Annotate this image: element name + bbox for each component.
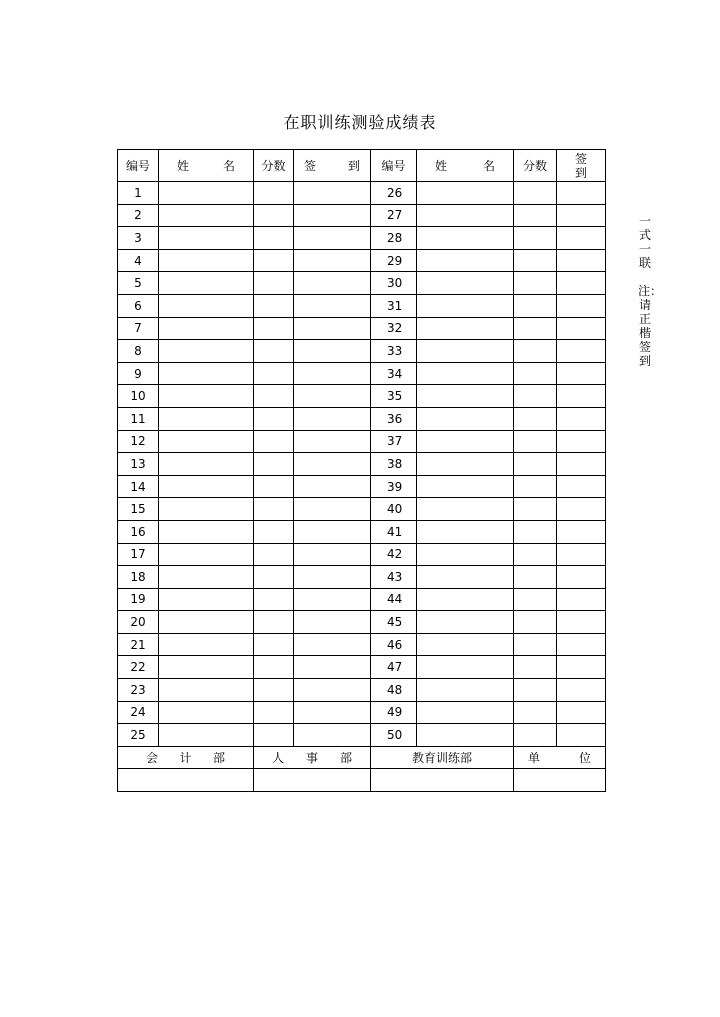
- score-cell-right[interactable]: [514, 588, 557, 611]
- sign-cell-right[interactable]: [557, 340, 606, 363]
- table-row: [118, 520, 606, 543]
- score-cell-right[interactable]: [514, 227, 557, 250]
- score-cell-left[interactable]: [254, 656, 294, 679]
- name-cell-right[interactable]: [417, 633, 514, 656]
- training-dept-sign-cell[interactable]: [371, 769, 514, 792]
- sign-cell-left[interactable]: [294, 249, 371, 272]
- row-number-left: 2: [118, 204, 159, 227]
- footer-sign-row: [118, 769, 606, 792]
- name-cell-left[interactable]: [159, 182, 254, 205]
- score-cell-right[interactable]: [514, 249, 557, 272]
- row-number-left: 1: [118, 182, 159, 205]
- sign-cell-right[interactable]: [557, 453, 606, 476]
- table-row: [118, 656, 606, 679]
- row-number-right: 48: [371, 679, 417, 702]
- sign-cell-left[interactable]: [294, 362, 371, 385]
- hr-dept-sign-cell[interactable]: [254, 769, 371, 792]
- sign-cell-right[interactable]: [557, 611, 606, 634]
- name-cell-left[interactable]: [159, 340, 254, 363]
- table-row: [118, 475, 606, 498]
- row-number-left: 15: [118, 498, 159, 521]
- score-cell-right[interactable]: [514, 182, 557, 205]
- unit-label: 单 位: [514, 746, 606, 769]
- table-row: [118, 407, 606, 430]
- accounting-dept-sign-cell[interactable]: [118, 769, 254, 792]
- score-cell-right[interactable]: [514, 385, 557, 408]
- signing-note: 注：请正楷签到: [638, 284, 663, 368]
- sign-cell-right[interactable]: [557, 204, 606, 227]
- name-cell-right[interactable]: [417, 272, 514, 295]
- name-cell-right[interactable]: [417, 543, 514, 566]
- copies-note: 一式一联: [638, 214, 651, 270]
- score-cell-left[interactable]: [254, 249, 294, 272]
- table-row: [118, 453, 606, 476]
- row-number-right: 50: [371, 724, 417, 747]
- score-cell-right[interactable]: [514, 679, 557, 702]
- row-number-right: 45: [371, 611, 417, 634]
- row-number-left: 21: [118, 633, 159, 656]
- row-number-left: 7: [118, 317, 159, 340]
- row-number-right: 43: [371, 566, 417, 589]
- sign-cell-right[interactable]: [557, 294, 606, 317]
- score-cell-right[interactable]: [514, 430, 557, 453]
- score-cell-left[interactable]: [254, 520, 294, 543]
- row-number-left: 17: [118, 543, 159, 566]
- row-number-left: 14: [118, 475, 159, 498]
- table-row: [118, 611, 606, 634]
- row-number-left: 25: [118, 724, 159, 747]
- row-number-right: 33: [371, 340, 417, 363]
- header-number-right: 编号: [371, 150, 417, 182]
- sign-cell-left[interactable]: [294, 656, 371, 679]
- row-number-right: 46: [371, 633, 417, 656]
- row-number-left: 13: [118, 453, 159, 476]
- score-cell-left[interactable]: [254, 588, 294, 611]
- score-cell-left[interactable]: [254, 701, 294, 724]
- score-cell-right[interactable]: [514, 633, 557, 656]
- table-row: [118, 543, 606, 566]
- table-row: [118, 340, 606, 363]
- score-cell-right[interactable]: [514, 340, 557, 363]
- score-cell-right[interactable]: [514, 611, 557, 634]
- score-cell-left[interactable]: [254, 453, 294, 476]
- name-cell-right[interactable]: [417, 385, 514, 408]
- row-number-right: 34: [371, 362, 417, 385]
- score-cell-right[interactable]: [514, 453, 557, 476]
- name-cell-right[interactable]: [417, 249, 514, 272]
- row-number-left: 24: [118, 701, 159, 724]
- name-cell-right[interactable]: [417, 498, 514, 521]
- name-cell-left[interactable]: [159, 520, 254, 543]
- name-cell-right[interactable]: [417, 294, 514, 317]
- name-cell-right[interactable]: [417, 588, 514, 611]
- name-cell-left[interactable]: [159, 679, 254, 702]
- name-cell-left[interactable]: [159, 475, 254, 498]
- score-cell-left[interactable]: [254, 182, 294, 205]
- sign-cell-left[interactable]: [294, 566, 371, 589]
- row-number-right: 41: [371, 520, 417, 543]
- sign-cell-left[interactable]: [294, 453, 371, 476]
- row-number-right: 49: [371, 701, 417, 724]
- header-score-right: 分数: [514, 150, 557, 182]
- row-number-left: 4: [118, 249, 159, 272]
- sign-cell-right[interactable]: [557, 520, 606, 543]
- score-cell-left[interactable]: [254, 407, 294, 430]
- sign-cell-left[interactable]: [294, 227, 371, 250]
- page-title: 在职训练测验成绩表: [283, 113, 437, 132]
- training-dept-label: 教育训练部: [371, 746, 514, 769]
- score-table: [117, 149, 606, 792]
- score-cell-right[interactable]: [514, 317, 557, 340]
- sign-cell-left[interactable]: [294, 272, 371, 295]
- name-cell-right[interactable]: [417, 362, 514, 385]
- score-cell-right[interactable]: [514, 294, 557, 317]
- score-cell-left[interactable]: [254, 611, 294, 634]
- hr-dept-label: 人 事 部: [254, 746, 371, 769]
- table-row: [118, 317, 606, 340]
- name-cell-left[interactable]: [159, 204, 254, 227]
- sign-cell-right[interactable]: [557, 272, 606, 295]
- name-cell-right[interactable]: [417, 340, 514, 363]
- sign-cell-left[interactable]: [294, 498, 371, 521]
- sign-cell-right[interactable]: [557, 543, 606, 566]
- score-cell-left[interactable]: [254, 430, 294, 453]
- table-row: [118, 272, 606, 295]
- name-cell-left[interactable]: [159, 588, 254, 611]
- row-number-right: 40: [371, 498, 417, 521]
- sign-cell-left[interactable]: [294, 679, 371, 702]
- row-number-left: 3: [118, 227, 159, 250]
- sign-cell-left[interactable]: [294, 701, 371, 724]
- sign-cell-right[interactable]: [557, 385, 606, 408]
- name-cell-right[interactable]: [417, 227, 514, 250]
- name-cell-right[interactable]: [417, 566, 514, 589]
- table-row: [118, 204, 606, 227]
- row-number-left: 22: [118, 656, 159, 679]
- sign-cell-right[interactable]: [557, 407, 606, 430]
- row-number-right: 31: [371, 294, 417, 317]
- name-cell-left[interactable]: [159, 453, 254, 476]
- row-number-right: 28: [371, 227, 417, 250]
- row-number-left: 10: [118, 385, 159, 408]
- row-number-left: 11: [118, 407, 159, 430]
- table-row: [118, 498, 606, 521]
- score-cell-left[interactable]: [254, 566, 294, 589]
- table-row: [118, 182, 606, 205]
- row-number-right: 47: [371, 656, 417, 679]
- sign-cell-left[interactable]: [294, 520, 371, 543]
- name-cell-left[interactable]: [159, 656, 254, 679]
- row-number-left: 19: [118, 588, 159, 611]
- score-cell-left[interactable]: [254, 362, 294, 385]
- name-cell-right[interactable]: [417, 656, 514, 679]
- name-cell-right[interactable]: [417, 611, 514, 634]
- name-cell-right[interactable]: [417, 724, 514, 747]
- score-cell-right[interactable]: [514, 724, 557, 747]
- table-row: [118, 385, 606, 408]
- header-score-left: 分数: [254, 150, 294, 182]
- row-number-right: 39: [371, 475, 417, 498]
- row-number-left: 12: [118, 430, 159, 453]
- sign-cell-right[interactable]: [557, 430, 606, 453]
- row-number-left: 16: [118, 520, 159, 543]
- sign-cell-left[interactable]: [294, 385, 371, 408]
- row-number-right: 30: [371, 272, 417, 295]
- sign-cell-right[interactable]: [557, 566, 606, 589]
- name-cell-left[interactable]: [159, 543, 254, 566]
- name-cell-left[interactable]: [159, 362, 254, 385]
- row-number-left: 5: [118, 272, 159, 295]
- score-cell-right[interactable]: [514, 701, 557, 724]
- name-cell-right[interactable]: [417, 204, 514, 227]
- score-cell-right[interactable]: [514, 475, 557, 498]
- name-cell-left[interactable]: [159, 611, 254, 634]
- table-row: [118, 294, 606, 317]
- name-cell-right[interactable]: [417, 407, 514, 430]
- table-row: [118, 588, 606, 611]
- sign-cell-right[interactable]: [557, 724, 606, 747]
- name-cell-right[interactable]: [417, 679, 514, 702]
- score-cell-left[interactable]: [254, 227, 294, 250]
- name-cell-left[interactable]: [159, 317, 254, 340]
- sign-cell-right[interactable]: [557, 317, 606, 340]
- accounting-dept-label: 会 计 部: [118, 746, 254, 769]
- sign-cell-right[interactable]: [557, 227, 606, 250]
- name-cell-left[interactable]: [159, 701, 254, 724]
- name-cell-right[interactable]: [417, 182, 514, 205]
- table-row: [118, 362, 606, 385]
- header-name-left: 姓 名: [159, 150, 254, 182]
- sign-cell-left[interactable]: [294, 294, 371, 317]
- table-row: [118, 679, 606, 702]
- row-number-left: 8: [118, 340, 159, 363]
- row-number-right: 37: [371, 430, 417, 453]
- score-cell-right[interactable]: [514, 204, 557, 227]
- row-number-right: 42: [371, 543, 417, 566]
- header-row: [118, 150, 606, 182]
- score-cell-left[interactable]: [254, 633, 294, 656]
- table-row: [118, 430, 606, 453]
- name-cell-left[interactable]: [159, 272, 254, 295]
- sign-cell-left[interactable]: [294, 724, 371, 747]
- score-cell-right[interactable]: [514, 566, 557, 589]
- name-cell-right[interactable]: [417, 317, 514, 340]
- row-number-right: 36: [371, 407, 417, 430]
- sign-cell-right[interactable]: [557, 633, 606, 656]
- sign-cell-right[interactable]: [557, 249, 606, 272]
- sign-cell-left[interactable]: [294, 317, 371, 340]
- name-cell-left[interactable]: [159, 385, 254, 408]
- name-cell-left[interactable]: [159, 633, 254, 656]
- sign-cell-left[interactable]: [294, 340, 371, 363]
- sign-cell-left[interactable]: [294, 633, 371, 656]
- score-cell-left[interactable]: [254, 204, 294, 227]
- table-row: [118, 566, 606, 589]
- name-cell-left[interactable]: [159, 227, 254, 250]
- score-cell-left[interactable]: [254, 317, 294, 340]
- row-number-right: 32: [371, 317, 417, 340]
- sign-cell-right[interactable]: [557, 182, 606, 205]
- table-row: [118, 227, 606, 250]
- sign-cell-left[interactable]: [294, 611, 371, 634]
- row-number-right: 38: [371, 453, 417, 476]
- name-cell-right[interactable]: [417, 701, 514, 724]
- name-cell-left[interactable]: [159, 249, 254, 272]
- header-number-left: 编号: [118, 150, 159, 182]
- sign-cell-right[interactable]: [557, 475, 606, 498]
- sign-cell-right[interactable]: [557, 656, 606, 679]
- sign-cell-left[interactable]: [294, 588, 371, 611]
- sign-cell-left[interactable]: [294, 204, 371, 227]
- score-cell-left[interactable]: [254, 272, 294, 295]
- row-number-right: 27: [371, 204, 417, 227]
- row-number-left: 6: [118, 294, 159, 317]
- table-row: [118, 724, 606, 747]
- sign-cell-left[interactable]: [294, 430, 371, 453]
- row-number-right: 35: [371, 385, 417, 408]
- sign-cell-left[interactable]: [294, 182, 371, 205]
- name-cell-right[interactable]: [417, 475, 514, 498]
- name-cell-left[interactable]: [159, 294, 254, 317]
- name-cell-left[interactable]: [159, 724, 254, 747]
- name-cell-left[interactable]: [159, 566, 254, 589]
- name-cell-right[interactable]: [417, 520, 514, 543]
- sign-cell-left[interactable]: [294, 407, 371, 430]
- header-name-right: 姓 名: [417, 150, 514, 182]
- sign-cell-left[interactable]: [294, 543, 371, 566]
- sign-cell-right[interactable]: [557, 362, 606, 385]
- score-cell-right[interactable]: [514, 272, 557, 295]
- unit-sign-cell[interactable]: [514, 769, 606, 792]
- name-cell-left[interactable]: [159, 498, 254, 521]
- sign-cell-right[interactable]: [557, 588, 606, 611]
- row-number-left: 18: [118, 566, 159, 589]
- header-sign-right: 签 到: [557, 150, 606, 182]
- table-row: [118, 249, 606, 272]
- score-cell-left[interactable]: [254, 475, 294, 498]
- sign-cell-right[interactable]: [557, 498, 606, 521]
- header-sign-left: 签 到: [294, 150, 371, 182]
- score-cell-right[interactable]: [514, 407, 557, 430]
- table-row: [118, 633, 606, 656]
- score-cell-right[interactable]: [514, 543, 557, 566]
- row-number-right: 26: [371, 182, 417, 205]
- score-cell-left[interactable]: [254, 679, 294, 702]
- score-cell-right[interactable]: [514, 362, 557, 385]
- score-cell-right[interactable]: [514, 656, 557, 679]
- side-note: [638, 214, 663, 368]
- name-cell-left[interactable]: [159, 407, 254, 430]
- table-row: [118, 701, 606, 724]
- row-number-right: 44: [371, 588, 417, 611]
- sign-cell-right[interactable]: [557, 701, 606, 724]
- score-cell-right[interactable]: [514, 520, 557, 543]
- score-cell-left[interactable]: [254, 294, 294, 317]
- row-number-left: 20: [118, 611, 159, 634]
- score-cell-left[interactable]: [254, 724, 294, 747]
- footer-label-row: [118, 746, 606, 769]
- score-cell-left[interactable]: [254, 385, 294, 408]
- name-cell-right[interactable]: [417, 430, 514, 453]
- sign-cell-left[interactable]: [294, 475, 371, 498]
- score-cell-right[interactable]: [514, 498, 557, 521]
- score-cell-left[interactable]: [254, 543, 294, 566]
- name-cell-right[interactable]: [417, 453, 514, 476]
- row-number-left: 9: [118, 362, 159, 385]
- row-number-right: 29: [371, 249, 417, 272]
- score-cell-left[interactable]: [254, 340, 294, 363]
- sign-cell-right[interactable]: [557, 679, 606, 702]
- name-cell-left[interactable]: [159, 430, 254, 453]
- score-cell-left[interactable]: [254, 498, 294, 521]
- row-number-left: 23: [118, 679, 159, 702]
